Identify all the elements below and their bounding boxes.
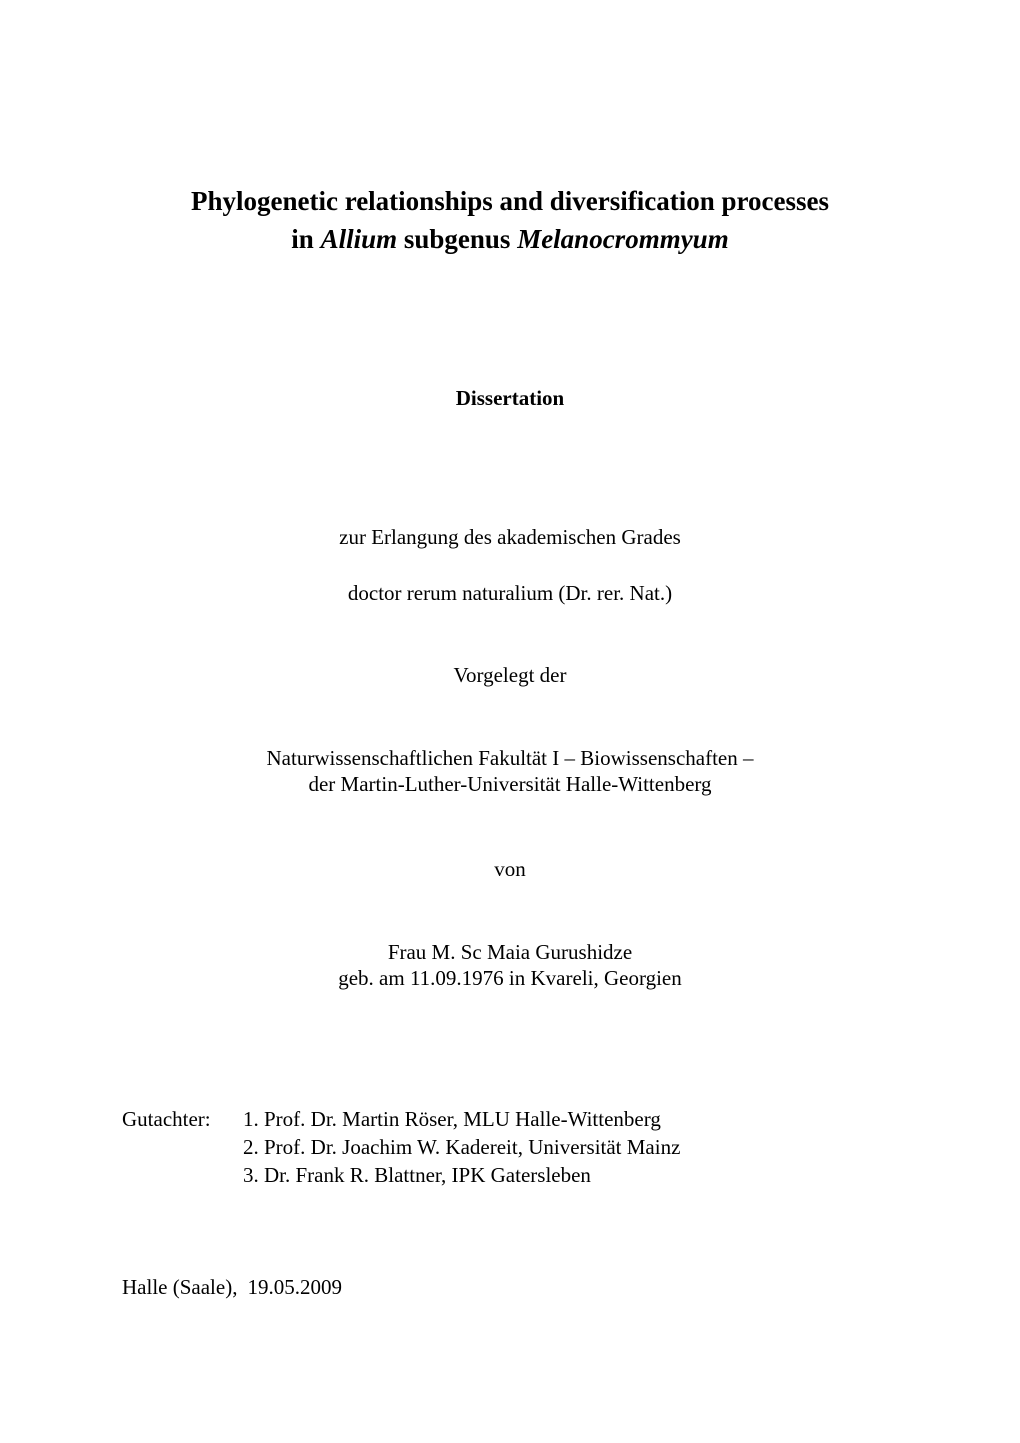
referees-list — [243, 1105, 680, 1189]
title-subgenus: Melanocrommyum — [517, 224, 729, 254]
title-prefix: in — [291, 224, 321, 254]
faculty-line-2: der Martin-Luther-Universität Halle-Wittenberg — [308, 772, 712, 796]
title-genus: Allium — [320, 224, 398, 254]
title-line-2 — [0, 220, 1020, 258]
faculty-block — [0, 745, 1020, 797]
degree-line-1: zur Erlangung des akademischen Grades — [339, 525, 681, 549]
submitted-to: Vorgelegt der — [453, 663, 567, 687]
document-title — [0, 182, 1020, 258]
author-block — [0, 939, 1020, 991]
place: Halle (Saale), — [122, 1275, 238, 1299]
author-name: Frau M. Sc Maia Gurushidze — [387, 940, 633, 964]
place-date — [122, 1275, 342, 1300]
title-middle: subgenus — [397, 224, 518, 254]
by-label: von — [494, 857, 526, 881]
degree-line-2: doctor rerum naturalium (Dr. rer. Nat.) — [347, 581, 673, 605]
referee-item: 2. Prof. Dr. Joachim W. Kadereit, Universität Mainz — [243, 1135, 681, 1159]
author-birth: geb. am 11.09.1976 in Kvareli, Georgien — [338, 966, 682, 990]
referees-label: Gutachter: — [122, 1107, 211, 1131]
document-type-heading: Dissertation — [455, 386, 565, 410]
date: 19.05.2009 — [247, 1275, 342, 1299]
faculty-line-1: Naturwissenschaftlichen Fakultät I – Biowissenschaften – — [266, 746, 754, 770]
title-line-1: Phylogenetic relationships and diversification processes — [190, 186, 829, 216]
referee-item: 3. Dr. Frank R. Blattner, IPK Gatersleben — [243, 1163, 591, 1187]
referee-item: 1. Prof. Dr. Martin Röser, MLU Halle-Wittenberg — [243, 1107, 661, 1131]
